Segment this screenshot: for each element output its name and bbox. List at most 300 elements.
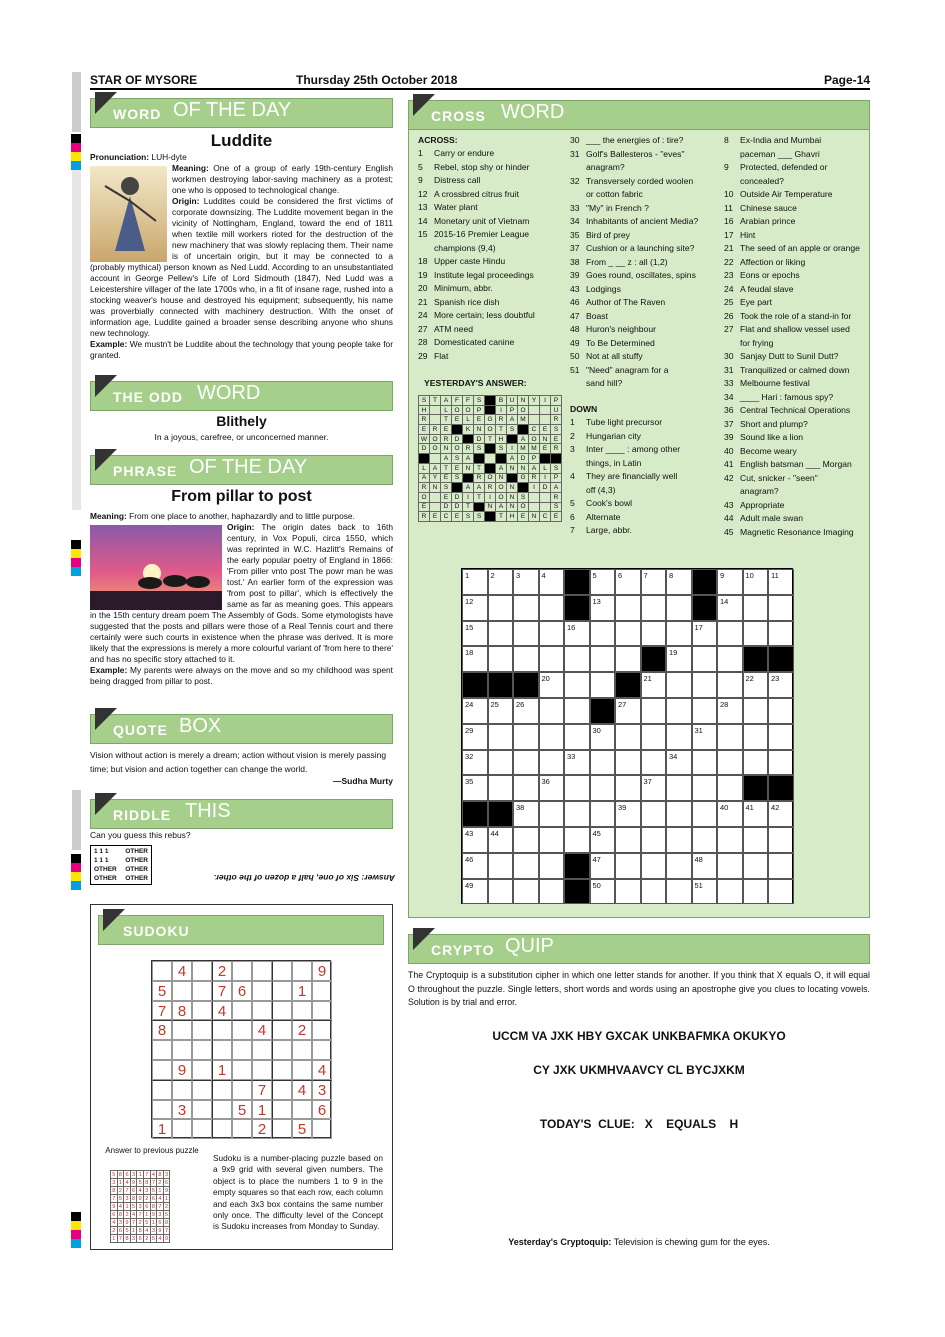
cell-number: 39 <box>618 803 627 813</box>
clue: for frying <box>740 337 774 348</box>
crossword-cell[interactable] <box>692 621 718 647</box>
cell-number: 49 <box>465 880 474 890</box>
crossword-cell[interactable] <box>590 672 616 698</box>
crossword-cell[interactable] <box>590 801 616 827</box>
crossword-cell[interactable] <box>590 827 616 853</box>
crossword-cell[interactable] <box>488 621 514 647</box>
sudoku-cell[interactable] <box>312 981 332 1001</box>
crossword-cell[interactable] <box>488 724 514 750</box>
yest-cell <box>540 492 551 502</box>
yest-cell <box>529 502 540 512</box>
sudoku-cell[interactable]: 9 <box>312 961 332 981</box>
crossword-cell[interactable] <box>488 595 514 621</box>
clue: 44 Adult male swan <box>724 513 804 523</box>
crossword-cell[interactable] <box>692 853 718 879</box>
sudoku-cell[interactable] <box>152 1060 172 1080</box>
crossword-cell[interactable] <box>513 775 539 801</box>
riddle-header: RIDDLE THIS <box>90 799 393 829</box>
sudoku-cell[interactable] <box>292 1060 312 1080</box>
crossword-cell[interactable] <box>641 853 667 879</box>
yest-cell: I <box>463 492 474 502</box>
yest-cell: E <box>441 492 452 502</box>
sudoku-cell[interactable]: 8 <box>172 1001 192 1021</box>
sudoku-cell[interactable] <box>312 1020 332 1040</box>
crossword-block <box>692 595 718 621</box>
crossword-cell[interactable] <box>539 853 565 879</box>
crossword-cell[interactable] <box>641 595 667 621</box>
sudoku-cell[interactable] <box>212 1100 232 1120</box>
crossword-cell[interactable] <box>641 879 667 905</box>
crossword-cell[interactable] <box>462 621 488 647</box>
crossword-cell[interactable] <box>666 698 692 724</box>
sudoku-cell[interactable]: 2 <box>252 1119 272 1139</box>
cell-number: 16 <box>567 622 576 632</box>
crossword-cell[interactable] <box>717 750 743 776</box>
crossword-cell[interactable] <box>692 646 718 672</box>
crossword-cell[interactable] <box>513 724 539 750</box>
crossword-cell[interactable] <box>743 595 769 621</box>
crossword-cell[interactable] <box>488 646 514 672</box>
sudoku-cell[interactable] <box>212 1020 232 1040</box>
crossword-cell[interactable] <box>666 879 692 905</box>
crossword-cell[interactable] <box>743 724 769 750</box>
crossword-cell[interactable] <box>462 775 488 801</box>
crossword-cell[interactable] <box>692 724 718 750</box>
crossword-cell[interactable] <box>666 672 692 698</box>
yest-cell: T <box>441 415 452 425</box>
crossword-cell[interactable] <box>743 569 769 595</box>
crossword-cell[interactable] <box>488 853 514 879</box>
sudoku-cell[interactable] <box>232 1040 252 1060</box>
sudoku-cell[interactable]: 7 <box>252 1080 272 1100</box>
crossword-block <box>564 595 590 621</box>
crossword-cell[interactable] <box>564 621 590 647</box>
crossword-cell[interactable] <box>743 853 769 879</box>
prev-sudoku-cell: 1 <box>165 1195 169 1202</box>
sudoku-cell[interactable] <box>312 1040 332 1060</box>
crossword-cell[interactable] <box>717 698 743 724</box>
clue: 36 Central Technical Operations <box>724 405 851 415</box>
crossword-cell[interactable] <box>692 827 718 853</box>
crossword-cell[interactable] <box>666 801 692 827</box>
sudoku-cell[interactable] <box>212 1119 232 1139</box>
yest-cell: O <box>496 492 507 502</box>
crossword-cell[interactable] <box>462 646 488 672</box>
sudoku-cell[interactable] <box>172 1119 192 1139</box>
crossword-cell[interactable] <box>564 724 590 750</box>
prev-sudoku-cell: 5 <box>151 1187 155 1194</box>
crossword-cell[interactable] <box>768 724 794 750</box>
crossword-cell[interactable] <box>539 801 565 827</box>
yest-cell: E <box>474 415 485 425</box>
crossword-cell[interactable] <box>743 801 769 827</box>
crossword-cell[interactable] <box>513 646 539 672</box>
yest-cell: L <box>441 405 452 415</box>
sudoku-cell[interactable]: 5 <box>292 1119 312 1139</box>
sudoku-cell[interactable] <box>192 961 212 981</box>
cell-number: 51 <box>694 880 703 890</box>
crossword-cell[interactable] <box>615 646 641 672</box>
crossword-cell[interactable] <box>513 853 539 879</box>
sudoku-cell[interactable] <box>252 961 272 981</box>
down-clues-col3 <box>724 134 860 539</box>
sudoku-cell[interactable]: 7 <box>212 981 232 1001</box>
sudoku-cell[interactable] <box>192 1119 212 1139</box>
sudoku-cell[interactable] <box>272 1119 292 1139</box>
crossword-cell[interactable] <box>564 775 590 801</box>
cell-number: 36 <box>541 777 550 787</box>
crossword-cell[interactable] <box>564 801 590 827</box>
crossword-cell[interactable] <box>615 621 641 647</box>
crossword-cell[interactable] <box>539 595 565 621</box>
sudoku-cell[interactable] <box>192 981 212 1001</box>
sudoku-cell[interactable]: 8 <box>152 1020 172 1040</box>
crossword-cell[interactable] <box>743 621 769 647</box>
crossword-cell[interactable] <box>462 595 488 621</box>
crossword-cell[interactable] <box>743 672 769 698</box>
sudoku-cell[interactable] <box>272 1040 292 1060</box>
crossword-cell[interactable] <box>462 724 488 750</box>
sudoku-cell[interactable]: 1 <box>152 1119 172 1139</box>
prev-sudoku-cell: 1 <box>151 1219 155 1226</box>
crossword-cell[interactable] <box>666 569 692 595</box>
crossword-cell[interactable] <box>590 646 616 672</box>
sudoku-cell[interactable] <box>192 1020 212 1040</box>
crossword-cell[interactable] <box>513 801 539 827</box>
crossword-cell[interactable] <box>564 827 590 853</box>
sudoku-cell[interactable] <box>172 1020 192 1040</box>
crossword-cell[interactable] <box>717 801 743 827</box>
clue: off (4,3) <box>586 484 616 495</box>
sudoku-cell[interactable]: 4 <box>172 961 192 981</box>
crossword-cell[interactable] <box>462 569 488 595</box>
crossword-cell[interactable] <box>564 698 590 724</box>
crossword-cell[interactable] <box>717 775 743 801</box>
crossword-cell[interactable] <box>641 672 667 698</box>
crossword-cell[interactable] <box>462 853 488 879</box>
crossword-cell[interactable] <box>539 775 565 801</box>
sudoku-cell[interactable]: 2 <box>212 961 232 981</box>
crossword-cell[interactable] <box>488 827 514 853</box>
color-mark <box>71 161 81 170</box>
crossword-cell[interactable] <box>615 775 641 801</box>
yest-cell: L <box>463 415 474 425</box>
crossword-cell[interactable] <box>462 879 488 905</box>
crossword-cell[interactable] <box>488 879 514 905</box>
crossword-cell[interactable] <box>717 853 743 879</box>
clue: 5 Cook's bowl <box>570 498 633 508</box>
crossword-cell[interactable] <box>768 698 794 724</box>
crossword-cell[interactable] <box>717 827 743 853</box>
yest-cell: S <box>474 396 485 406</box>
crossword-cell[interactable] <box>768 879 794 905</box>
crossword-cell[interactable] <box>717 879 743 905</box>
sudoku-cell[interactable]: 3 <box>312 1080 332 1100</box>
prev-sudoku-cell: 9 <box>138 1195 142 1202</box>
margin-strip <box>72 72 81 132</box>
crossword-cell[interactable] <box>488 750 514 776</box>
sudoku-cell[interactable] <box>312 1001 332 1021</box>
sudoku-cell[interactable]: 4 <box>312 1060 332 1080</box>
crossword-cell[interactable] <box>513 879 539 905</box>
crossword-cell[interactable] <box>513 698 539 724</box>
crossword-cell[interactable] <box>513 750 539 776</box>
crossword-cell[interactable] <box>615 827 641 853</box>
clue: 30 Sanjay Dutt to Sunil Dutt? <box>724 351 839 361</box>
crossword-cell[interactable] <box>590 775 616 801</box>
crossword-cell[interactable] <box>539 724 565 750</box>
sudoku-cell[interactable]: 5 <box>232 1100 252 1120</box>
crossword-cell[interactable] <box>590 621 616 647</box>
crossword-cell[interactable] <box>641 801 667 827</box>
sudoku-cell[interactable] <box>152 1100 172 1120</box>
sudoku-cell[interactable] <box>232 1020 252 1040</box>
crossword-cell[interactable] <box>564 646 590 672</box>
crossword-cell[interactable] <box>513 827 539 853</box>
prev-sudoku-cell: 6 <box>112 1211 116 1218</box>
sudoku-cell[interactable] <box>252 1060 272 1080</box>
sudoku-cell[interactable] <box>232 1080 252 1100</box>
crossword-cell[interactable] <box>692 879 718 905</box>
crossword-cell[interactable] <box>743 827 769 853</box>
crossword-cell[interactable] <box>539 646 565 672</box>
yest-cell: R <box>441 434 452 444</box>
crossword-block <box>641 646 667 672</box>
crossword-cell[interactable] <box>513 595 539 621</box>
crossword-cell[interactable] <box>692 750 718 776</box>
crossword-cell[interactable] <box>488 569 514 595</box>
sudoku-cell[interactable] <box>272 1100 292 1120</box>
clue: concealed? <box>740 175 784 186</box>
sudoku-cell[interactable] <box>232 961 252 981</box>
yest-cell: O <box>496 483 507 493</box>
sudoku-cell[interactable] <box>172 1080 192 1100</box>
sudoku-cell[interactable] <box>272 1060 292 1080</box>
yesterday-cryptoquip: Yesterday's Cryptoquip: Television is chewing gum for the eyes. <box>508 1237 770 1247</box>
crossword-cell[interactable] <box>666 621 692 647</box>
crossword-cell[interactable] <box>692 775 718 801</box>
crossword-cell[interactable] <box>743 879 769 905</box>
yest-cell: U <box>507 396 518 406</box>
crossword-cell[interactable] <box>692 801 718 827</box>
sudoku-cell[interactable] <box>152 1040 172 1060</box>
sudoku-grid <box>151 960 331 1138</box>
crossword-cell[interactable] <box>768 621 794 647</box>
sudoku-cell[interactable]: 3 <box>172 1100 192 1120</box>
crossword-cell[interactable] <box>488 775 514 801</box>
prev-sudoku-cell: 4 <box>138 1187 142 1194</box>
crossword-cell[interactable] <box>539 621 565 647</box>
crossword-cell[interactable] <box>641 827 667 853</box>
crossword-cell[interactable] <box>666 827 692 853</box>
crossword-cell[interactable] <box>666 724 692 750</box>
crossword-grid[interactable] <box>461 568 793 904</box>
yest-cell: N <box>529 512 540 522</box>
crossword-cell[interactable] <box>462 698 488 724</box>
sudoku-cell[interactable]: 4 <box>252 1020 272 1040</box>
yest-cell: D <box>540 483 551 493</box>
crossword-cell[interactable] <box>717 724 743 750</box>
sudoku-cell[interactable] <box>192 1080 212 1100</box>
prev-sudoku-cell: 5 <box>125 1227 129 1234</box>
sudoku-cell[interactable] <box>232 1001 252 1021</box>
crossword-cell[interactable] <box>641 621 667 647</box>
clue: 34 ____ Hari : famous spy? <box>724 391 834 402</box>
crossword-cell[interactable] <box>462 750 488 776</box>
yest-cell: S <box>452 454 463 464</box>
crossword-cell[interactable] <box>564 750 590 776</box>
crossword-cell[interactable] <box>590 750 616 776</box>
sudoku-cell[interactable] <box>172 981 192 1001</box>
sudoku-cell[interactable]: 1 <box>252 1100 272 1120</box>
crossword-cell[interactable] <box>513 569 539 595</box>
color-mark <box>71 872 81 881</box>
crossword-cell[interactable] <box>768 750 794 776</box>
sudoku-cell[interactable] <box>192 1040 212 1060</box>
crossword-cell[interactable] <box>743 698 769 724</box>
crossword-cell[interactable] <box>768 595 794 621</box>
yest-cell: C <box>529 425 540 435</box>
crossword-cell[interactable] <box>666 775 692 801</box>
crossword-block <box>488 801 514 827</box>
crossword-cell[interactable] <box>615 724 641 750</box>
crossword-cell[interactable] <box>539 672 565 698</box>
crossword-cell[interactable] <box>462 827 488 853</box>
sudoku-cell[interactable] <box>292 1100 312 1120</box>
sudoku-cell[interactable]: 6 <box>232 981 252 1001</box>
yest-cell: E <box>419 502 430 512</box>
sudoku-cell[interactable] <box>292 1040 312 1060</box>
sudoku-cell[interactable]: 2 <box>292 1020 312 1040</box>
prev-sudoku-cell: 1 <box>132 1227 136 1234</box>
crossword-cell[interactable] <box>641 569 667 595</box>
sudoku-cell[interactable] <box>312 1119 332 1139</box>
sudoku-cell[interactable]: 9 <box>172 1060 192 1080</box>
crossword-cell[interactable] <box>641 775 667 801</box>
crossword-cell[interactable] <box>564 672 590 698</box>
sudoku-cell[interactable] <box>152 961 172 981</box>
yest-cell: S <box>518 492 529 502</box>
crossword-cell[interactable] <box>666 646 692 672</box>
prev-sudoku-cell: 9 <box>125 1219 129 1226</box>
sudoku-cell[interactable] <box>192 1001 212 1021</box>
sudoku-cell[interactable] <box>272 1001 292 1021</box>
sudoku-cell[interactable] <box>252 1001 272 1021</box>
crossword-cell[interactable] <box>615 569 641 595</box>
crossword-cell[interactable] <box>641 698 667 724</box>
sudoku-cell[interactable] <box>232 1060 252 1080</box>
crossword-cell[interactable] <box>717 595 743 621</box>
crossword-cell[interactable] <box>539 750 565 776</box>
crossword-cell[interactable] <box>666 853 692 879</box>
crossword-cell[interactable] <box>590 595 616 621</box>
sudoku-cell[interactable]: 1 <box>292 981 312 1001</box>
yest-cell: S <box>551 463 562 473</box>
crossword-cell[interactable] <box>666 595 692 621</box>
yest-cell: M <box>518 444 529 454</box>
crossword-cell[interactable] <box>615 595 641 621</box>
crossword-cell[interactable] <box>539 827 565 853</box>
crossword-cell[interactable] <box>692 672 718 698</box>
crossword-cell[interactable] <box>692 698 718 724</box>
cell-number: 20 <box>541 674 550 684</box>
sudoku-cell[interactable]: 6 <box>312 1100 332 1120</box>
crossword-cell[interactable] <box>768 827 794 853</box>
crossword-cell[interactable] <box>768 672 794 698</box>
sudoku-cell[interactable] <box>292 961 312 981</box>
crossword-cell[interactable] <box>590 879 616 905</box>
crossword-cell[interactable] <box>615 698 641 724</box>
cell-number: 44 <box>490 829 499 838</box>
sudoku-cell[interactable]: 1 <box>212 1060 232 1080</box>
yest-cell <box>518 425 529 435</box>
sudoku-cell[interactable] <box>252 981 272 1001</box>
yest-cell: T <box>474 463 485 473</box>
sudoku-cell[interactable] <box>212 1080 232 1100</box>
crossword-cell[interactable] <box>488 698 514 724</box>
sudoku-cell[interactable] <box>292 1001 312 1021</box>
color-mark <box>71 134 81 143</box>
crossword-cell[interactable] <box>768 801 794 827</box>
sudoku-cell[interactable]: 4 <box>212 1001 232 1021</box>
prev-sudoku-cell: 2 <box>138 1219 142 1226</box>
crossword-cell[interactable] <box>768 569 794 595</box>
sudoku-cell[interactable] <box>172 1040 192 1060</box>
crossword-cell[interactable] <box>717 621 743 647</box>
sudoku-cell[interactable] <box>272 981 292 1001</box>
sudoku-cell[interactable]: 7 <box>152 1001 172 1021</box>
crossword-cell[interactable] <box>539 698 565 724</box>
prev-sudoku-cell: 8 <box>138 1227 142 1234</box>
crossword-cell[interactable] <box>717 672 743 698</box>
yest-cell <box>540 454 551 464</box>
yest-cell: N <box>485 502 496 512</box>
crossword-cell[interactable] <box>539 879 565 905</box>
crossword-cell[interactable] <box>768 853 794 879</box>
crossword-cell[interactable] <box>615 879 641 905</box>
crossword-cell[interactable] <box>615 750 641 776</box>
sudoku-cell[interactable] <box>272 1020 292 1040</box>
crossword-cell[interactable] <box>590 569 616 595</box>
crossword-cell[interactable] <box>743 750 769 776</box>
sudoku-cell[interactable] <box>212 1040 232 1060</box>
crossword-cell[interactable] <box>615 853 641 879</box>
crossword-cell[interactable] <box>590 724 616 750</box>
crossword-cell[interactable] <box>641 724 667 750</box>
crossword-cell[interactable] <box>539 569 565 595</box>
sudoku-cell[interactable] <box>252 1040 272 1060</box>
prev-sudoku-cell: 8 <box>118 1211 122 1218</box>
crossword-cell[interactable] <box>590 853 616 879</box>
sudoku-cell[interactable] <box>152 1080 172 1100</box>
sudoku-cell[interactable] <box>272 1080 292 1100</box>
sudoku-cell[interactable] <box>272 961 292 981</box>
sudoku-cell[interactable] <box>192 1060 212 1080</box>
crossword-cell[interactable] <box>641 750 667 776</box>
crossword-cell[interactable] <box>615 801 641 827</box>
sudoku-cell[interactable] <box>232 1119 252 1139</box>
crossword-cell[interactable] <box>513 621 539 647</box>
sudoku-cell[interactable] <box>192 1100 212 1120</box>
sudoku-cell[interactable]: 5 <box>152 981 172 1001</box>
sudoku-cell[interactable]: 4 <box>292 1080 312 1100</box>
cell-number: 19 <box>669 648 678 658</box>
yest-cell: A <box>518 434 529 444</box>
crossword-cell[interactable] <box>717 569 743 595</box>
yest-cell: R <box>485 483 496 493</box>
crossword-cell[interactable] <box>666 750 692 776</box>
crossword-cell[interactable] <box>717 646 743 672</box>
